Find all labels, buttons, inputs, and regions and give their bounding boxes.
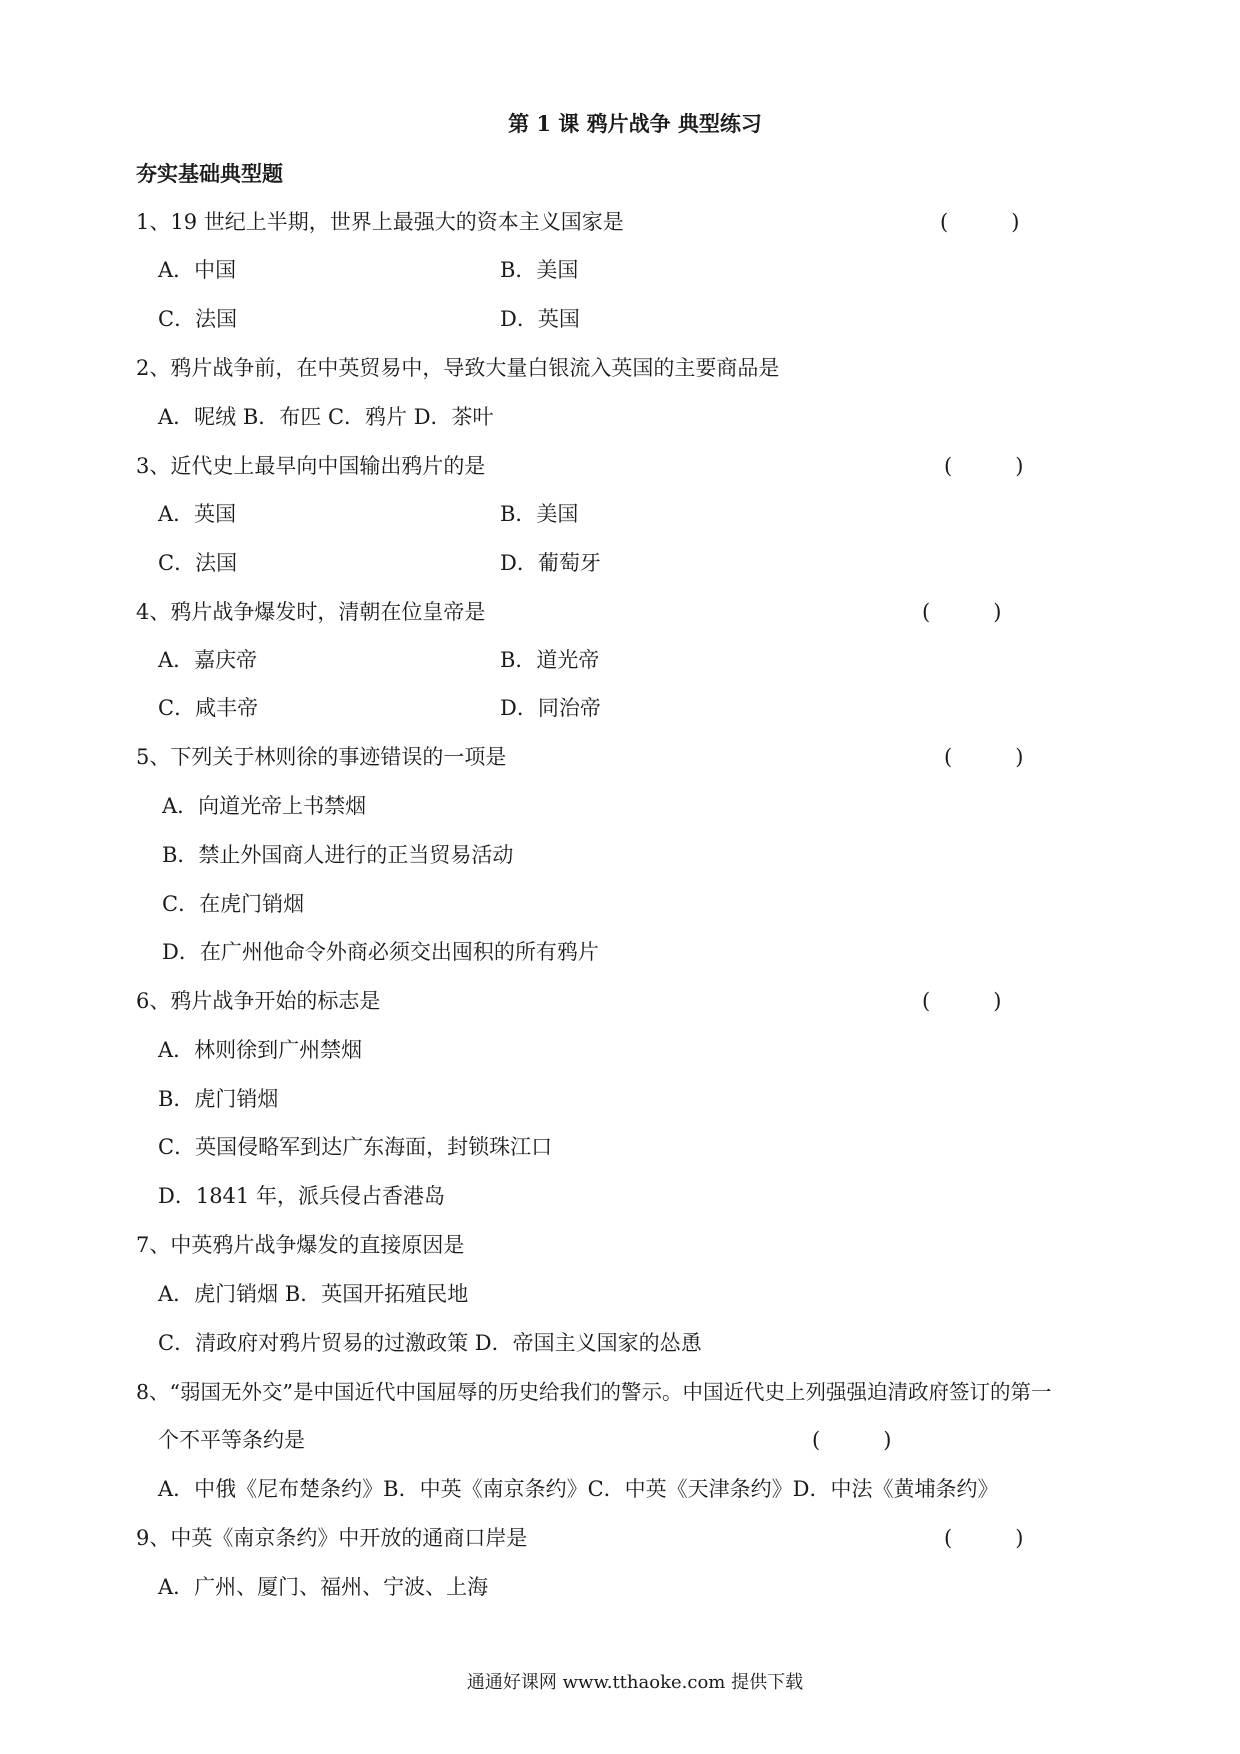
question-1-option-c: C．法国 — [158, 307, 238, 331]
question-5-option-a: A．向道光帝上书禁烟 — [162, 794, 367, 818]
question-8-answer-blank: ( ) — [812, 1428, 892, 1452]
page-footer: 通通好课网 www.tthaoke.com 提供下载 — [466, 1672, 804, 1693]
question-7-options-row-1: A．虎门销烟 B．英国开拓殖民地 — [158, 1282, 469, 1306]
question-6-option-a: A．林则徐到广州禁烟 — [158, 1038, 363, 1062]
question-1-option-b: B．美国 — [500, 258, 579, 282]
question-8-options: A．中俄《尼布楚条约》B．中英《南京条约》C．中英《天津条约》D．中法《黄埔条约》 — [158, 1477, 999, 1501]
question-4-option-a: A．嘉庆帝 — [158, 648, 258, 672]
question-4-option-b: B．道光帝 — [500, 648, 600, 672]
question-7-stem: 7、中英鸦片战争爆发的直接原因是 — [136, 1233, 465, 1257]
question-5-option-d: D．在广州他命令外商必须交出囤积的所有鸦片 — [162, 940, 599, 964]
question-3-stem: 3、近代史上最早向中国输出鸦片的是 — [136, 454, 486, 478]
question-5-answer-blank: ( ) — [944, 745, 1024, 769]
question-1-answer-blank: ( ) — [940, 210, 1020, 234]
question-3-option-d: D．葡萄牙 — [500, 551, 601, 575]
question-3-answer-blank: ( ) — [944, 454, 1024, 478]
question-1-option-d: D．英国 — [500, 307, 580, 331]
question-8-stem: 8、“弱国无外交”是中国近代中国屈辱的历史给我们的警示。中国近代史上列强强迫清政府签订的第一 — [136, 1380, 1052, 1404]
question-4-answer-blank: ( ) — [922, 600, 1002, 624]
question-3-option-c: C．法国 — [158, 551, 238, 575]
question-2-options: A．呢绒 B．布匹 C．鸦片 D．茶叶 — [158, 405, 494, 429]
question-3-option-b: B．美国 — [500, 502, 579, 526]
question-6-option-b: B．虎门销烟 — [158, 1087, 279, 1111]
question-6-stem: 6、鸦片战争开始的标志是 — [136, 989, 381, 1013]
question-4-stem: 4、鸦片战争爆发时，清朝在位皇帝是 — [136, 600, 486, 624]
question-1-stem: 1、19 世纪上半期，世界上最强大的资本主义国家是 — [136, 210, 624, 234]
question-9-stem: 9、中英《南京条约》中开放的通商口岸是 — [136, 1526, 528, 1550]
question-5-option-c: C．在虎门销烟 — [162, 892, 305, 916]
question-3-option-a: A．英国 — [158, 502, 237, 526]
question-6-option-d: D．1841 年，派兵侵占香港岛 — [158, 1184, 445, 1208]
question-4-option-d: D．同治帝 — [500, 696, 601, 720]
page-title: 第 1 课 鸦片战争 典型练习 — [508, 111, 762, 136]
question-2-stem: 2、鸦片战争前，在中英贸易中，导致大量白银流入英国的主要商品是 — [136, 356, 780, 380]
question-5-option-b: B．禁止外国商人进行的正当贸易活动 — [162, 843, 514, 867]
question-8-stem-continued: 个不平等条约是 — [158, 1428, 305, 1452]
question-6-option-c: C．英国侵略军到达广东海面，封锁珠江口 — [158, 1135, 553, 1159]
question-1-option-a: A．中国 — [158, 258, 237, 282]
question-9-option-a: A．广州、厦门、福州、宁波、上海 — [158, 1575, 489, 1599]
question-5-stem: 5、下列关于林则徐的事迹错误的一项是 — [136, 745, 507, 769]
question-9-answer-blank: ( ) — [944, 1526, 1024, 1550]
question-7-options-row-2: C．清政府对鸦片贸易的过激政策 D．帝国主义国家的怂恿 — [158, 1331, 702, 1355]
section-heading: 夯实基础典型题 — [136, 161, 283, 186]
question-4-option-c: C．咸丰帝 — [158, 696, 259, 720]
question-6-answer-blank: ( ) — [922, 989, 1002, 1013]
